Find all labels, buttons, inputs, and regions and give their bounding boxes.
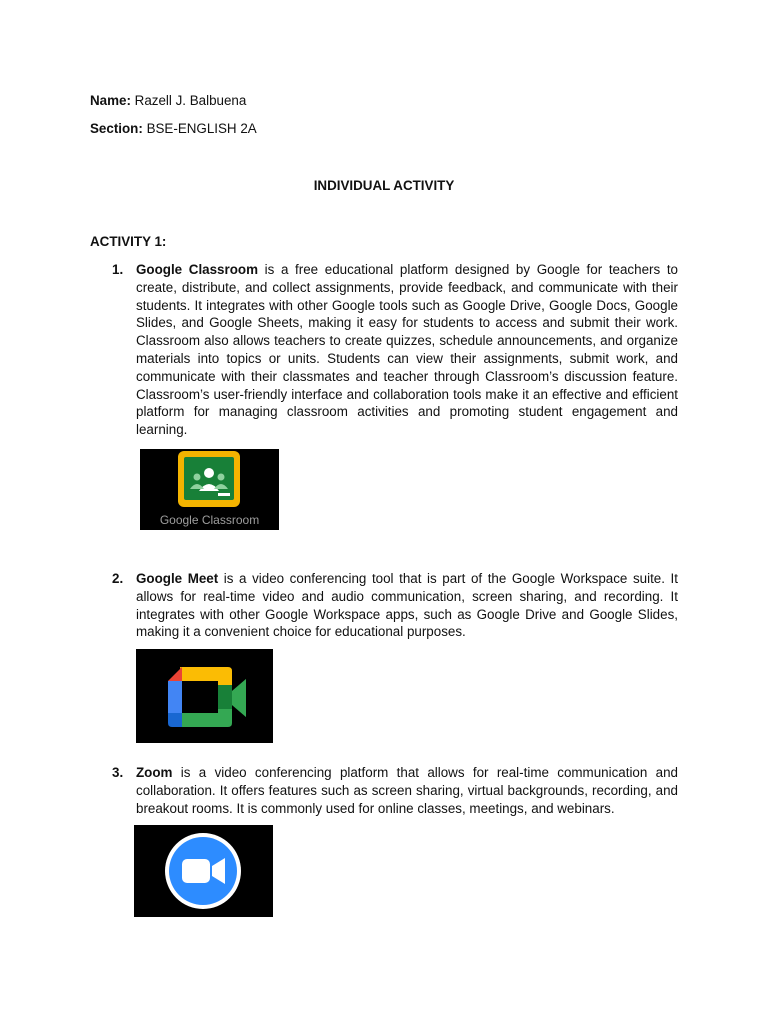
item-text: is a video conferencing tool that is part of the Google Workspace suite. It allows for real-time video and audio communication, screen sharing, and recording. It integrates with other Google Workspace apps, such as Google Drive and Google Slides, making it a convenient choice for educational purposes. [136, 571, 678, 640]
item-term: Zoom [136, 765, 173, 780]
google-classroom-logo [140, 449, 279, 530]
name-line [90, 92, 246, 109]
document-title: INDIVIDUAL ACTIVITY [313, 178, 455, 193]
zoom-icon [134, 825, 273, 917]
item-paragraph [136, 570, 678, 641]
item-number: 1. [112, 262, 124, 277]
item-number: 2. [112, 571, 124, 586]
item-text: is a free educational platform designed by Google for teachers to create, distribute, and collect assignments, provide feedback, and communicate with their students. It integrates with other Google tools such as Google Drive, Google Docs, Google Slides, and Google Sheets, making it easy for students to access and submit their work. Classroom also allows teachers to create quizzes, schedule announcements, and organize materials into topics or units. Students can view their assignments, submit work, and communicate with their classmates and teacher through Classroom’s discussion feature. Classroom’s user-friendly interface and collaboration tools make it an effective and efficient platform for managing classroom activities and promoting student engagement and learning. [136, 262, 678, 438]
name-value: Razell J. Balbuena [134, 93, 247, 108]
section-line [90, 120, 257, 137]
google-meet-icon [136, 649, 273, 743]
item-text: is a video conferencing platform that allows for real-time communication and collaboration. It offers features such as screen sharing, virtual backgrounds, recording, and breakout rooms. It is commonly used for online classes, meetings, and webinars. [136, 765, 678, 816]
section-value: BSE-ENGLISH 2A [146, 121, 257, 136]
item-term: Google Meet [136, 571, 219, 586]
google-meet-logo [136, 649, 273, 743]
item-term: Google Classroom [136, 262, 258, 277]
name-label: Name: [90, 93, 131, 108]
activity-heading: ACTIVITY 1: [90, 234, 167, 249]
zoom-logo [134, 825, 273, 917]
google-classroom-caption: Google Classroom [159, 513, 260, 527]
section-label: Section: [90, 121, 143, 136]
item-paragraph [136, 261, 678, 439]
item-number: 3. [112, 765, 124, 780]
item-paragraph [136, 764, 678, 817]
